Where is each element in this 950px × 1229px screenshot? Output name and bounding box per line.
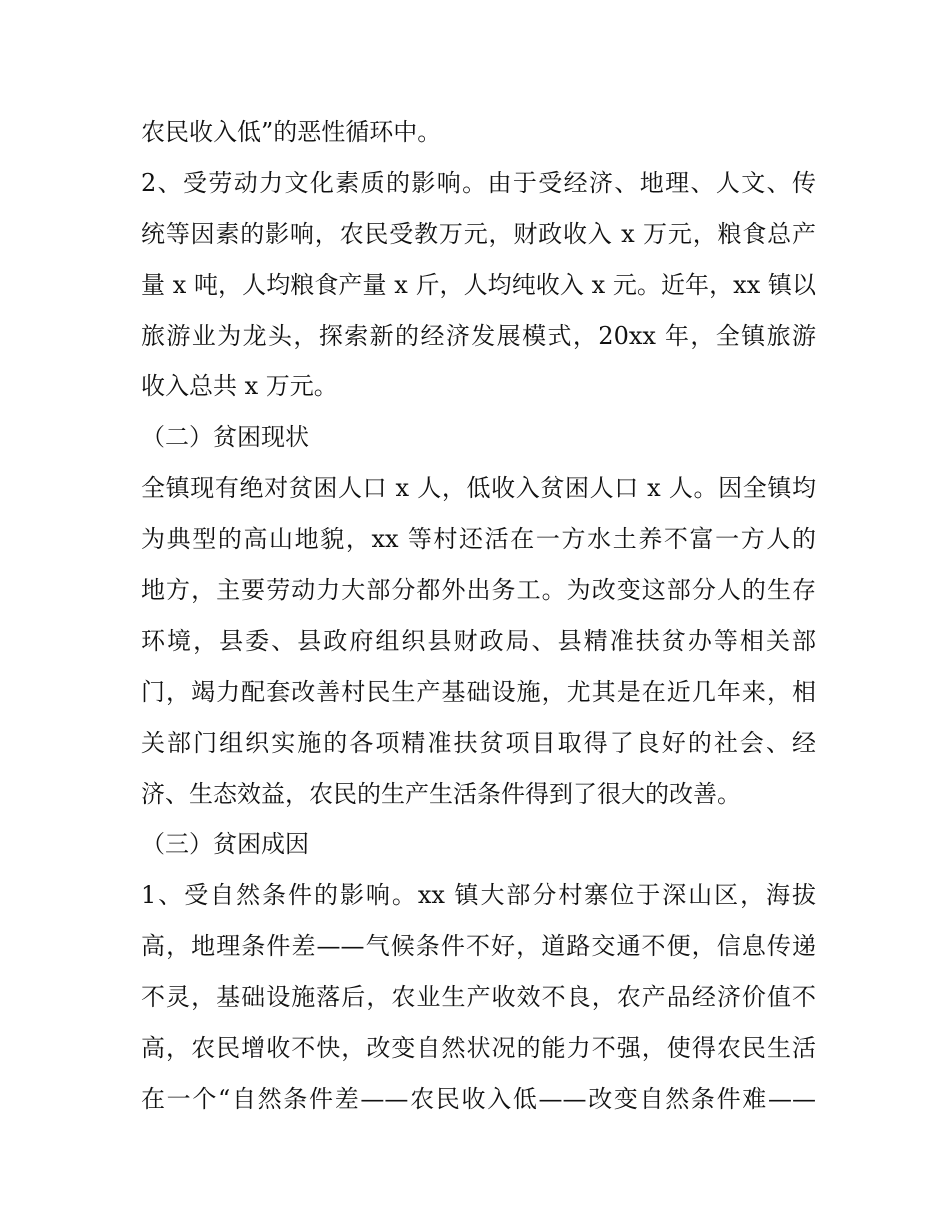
- text-line: 统等因素的影响，农民受教万元，财政收入 x 万元，粮食总产: [141, 219, 816, 248]
- text-line: 高，地理条件差——气候条件不好，道路交通不便，信息传递: [141, 932, 816, 961]
- text-line: 济、生态效益，农民的生产生活条件得到了很大的改善。: [141, 779, 741, 808]
- text-line: 关部门组织实施的各项精准扶贫项目取得了良好的社会、经: [141, 728, 816, 757]
- text-line: 高，农民增收不快，改变自然状况的能力不强，使得农民生活: [141, 1034, 816, 1063]
- text-line: 为典型的高山地貌，xx 等村还活在一方水土养不富一方人的: [141, 525, 816, 554]
- text-line: 不灵，基础设施落后，农业生产收效不良，农产品经济价值不: [141, 983, 816, 1012]
- section-heading: （三）贫困成因: [141, 830, 309, 859]
- text-line: 2、受劳动力文化素质的影响。由于受经济、地理、人文、传: [141, 168, 816, 197]
- document-body: [141, 107, 816, 1125]
- text-line: 全镇现有绝对贫困人口 x 人，低收入贫困人口 x 人。因全镇均: [141, 474, 816, 503]
- text-line: 旅游业为龙头，探索新的经济发展模式，20xx 年，全镇旅游: [141, 321, 816, 350]
- text-line: 量 x 吨，人均粮食产量 x 斤，人均纯收入 x 元。近年，xx 镇以: [141, 270, 816, 299]
- text-line: 1、受自然条件的影响。xx 镇大部分村寨位于深山区，海拔: [141, 881, 816, 910]
- text-line: 收入总共 x 万元。: [141, 372, 338, 401]
- text-line: 门，竭力配套改善村民生产基础设施，尤其是在近几年来，相: [141, 677, 816, 706]
- text-line: 农民收入低”的恶性循环中。: [141, 118, 442, 146]
- section-heading: （二）贫困现状: [141, 423, 309, 452]
- text-line: 在一个“自然条件差——农民收入低——改变自然条件难——: [141, 1084, 816, 1113]
- text-line: 环境，县委、县政府组织县财政局、县精准扶贫办等相关部: [141, 626, 816, 655]
- text-line: 地方，主要劳动力大部分都外出务工。为改变这部分人的生存: [141, 576, 816, 605]
